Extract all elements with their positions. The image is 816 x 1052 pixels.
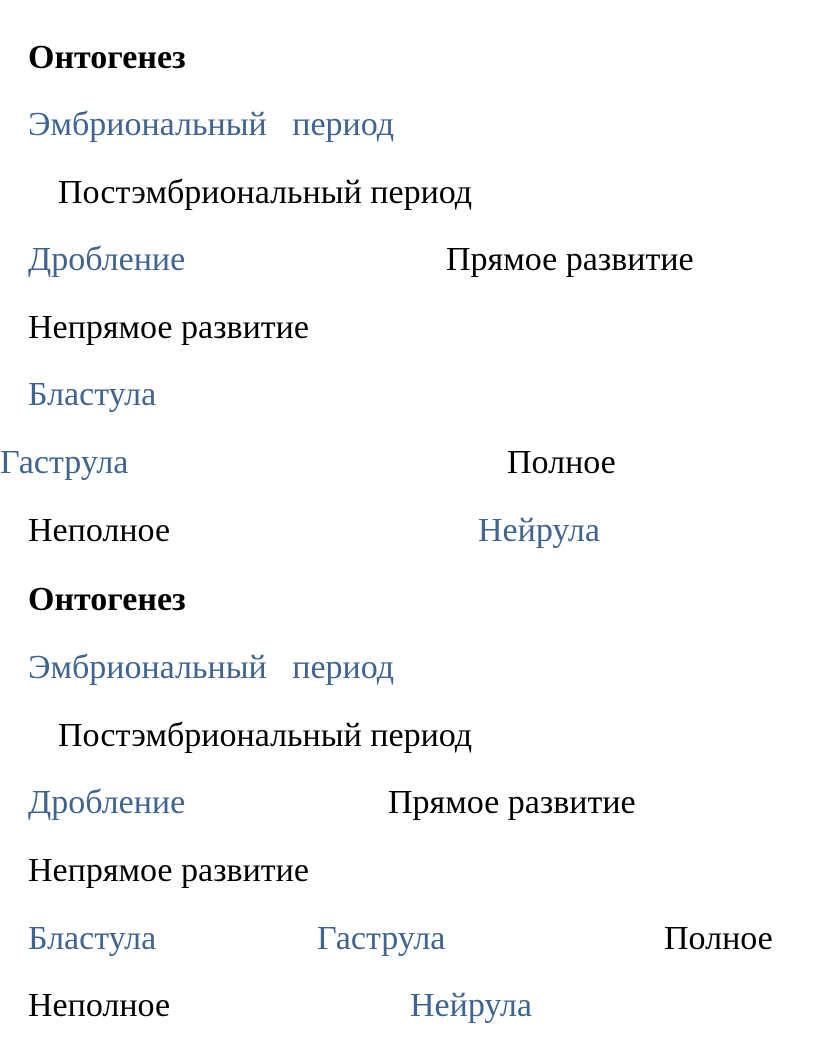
block1-postembryonic-period: Постэмбриональный период	[58, 174, 473, 211]
block2-gastrula: Гаструла	[317, 920, 446, 957]
block2-blastula: Бластула	[28, 920, 157, 957]
block2-indirect-development: Непрямое развитие	[28, 852, 309, 889]
block2-postembryonic-period: Постэмбриональный период	[58, 717, 473, 754]
block2-cleavage: Дробление	[28, 784, 186, 821]
block1-cleavage: Дробление	[28, 241, 186, 278]
block1-embryonic-period: Эмбриональный период	[28, 106, 395, 143]
block1-direct-development: Прямое развитие	[446, 241, 694, 278]
block2-incomplete: Неполное	[28, 987, 171, 1024]
block1-neurula: Нейрула	[478, 512, 600, 549]
block2-complete: Полное	[664, 920, 773, 957]
block2-direct-development: Прямое развитие	[388, 784, 636, 821]
block1-title: Онтогенез	[28, 39, 186, 76]
block1-incomplete: Неполное	[28, 512, 171, 549]
block1-blastula: Бластула	[28, 376, 157, 413]
block2-embryonic-period: Эмбриональный период	[28, 649, 395, 686]
block1-indirect-development: Непрямое развитие	[28, 309, 309, 346]
block2-neurula: Нейрула	[410, 987, 532, 1024]
block2-title: Онтогенез	[28, 581, 186, 618]
block1-gastrula: Гаструла	[0, 444, 129, 481]
block1-complete: Полное	[507, 444, 616, 481]
